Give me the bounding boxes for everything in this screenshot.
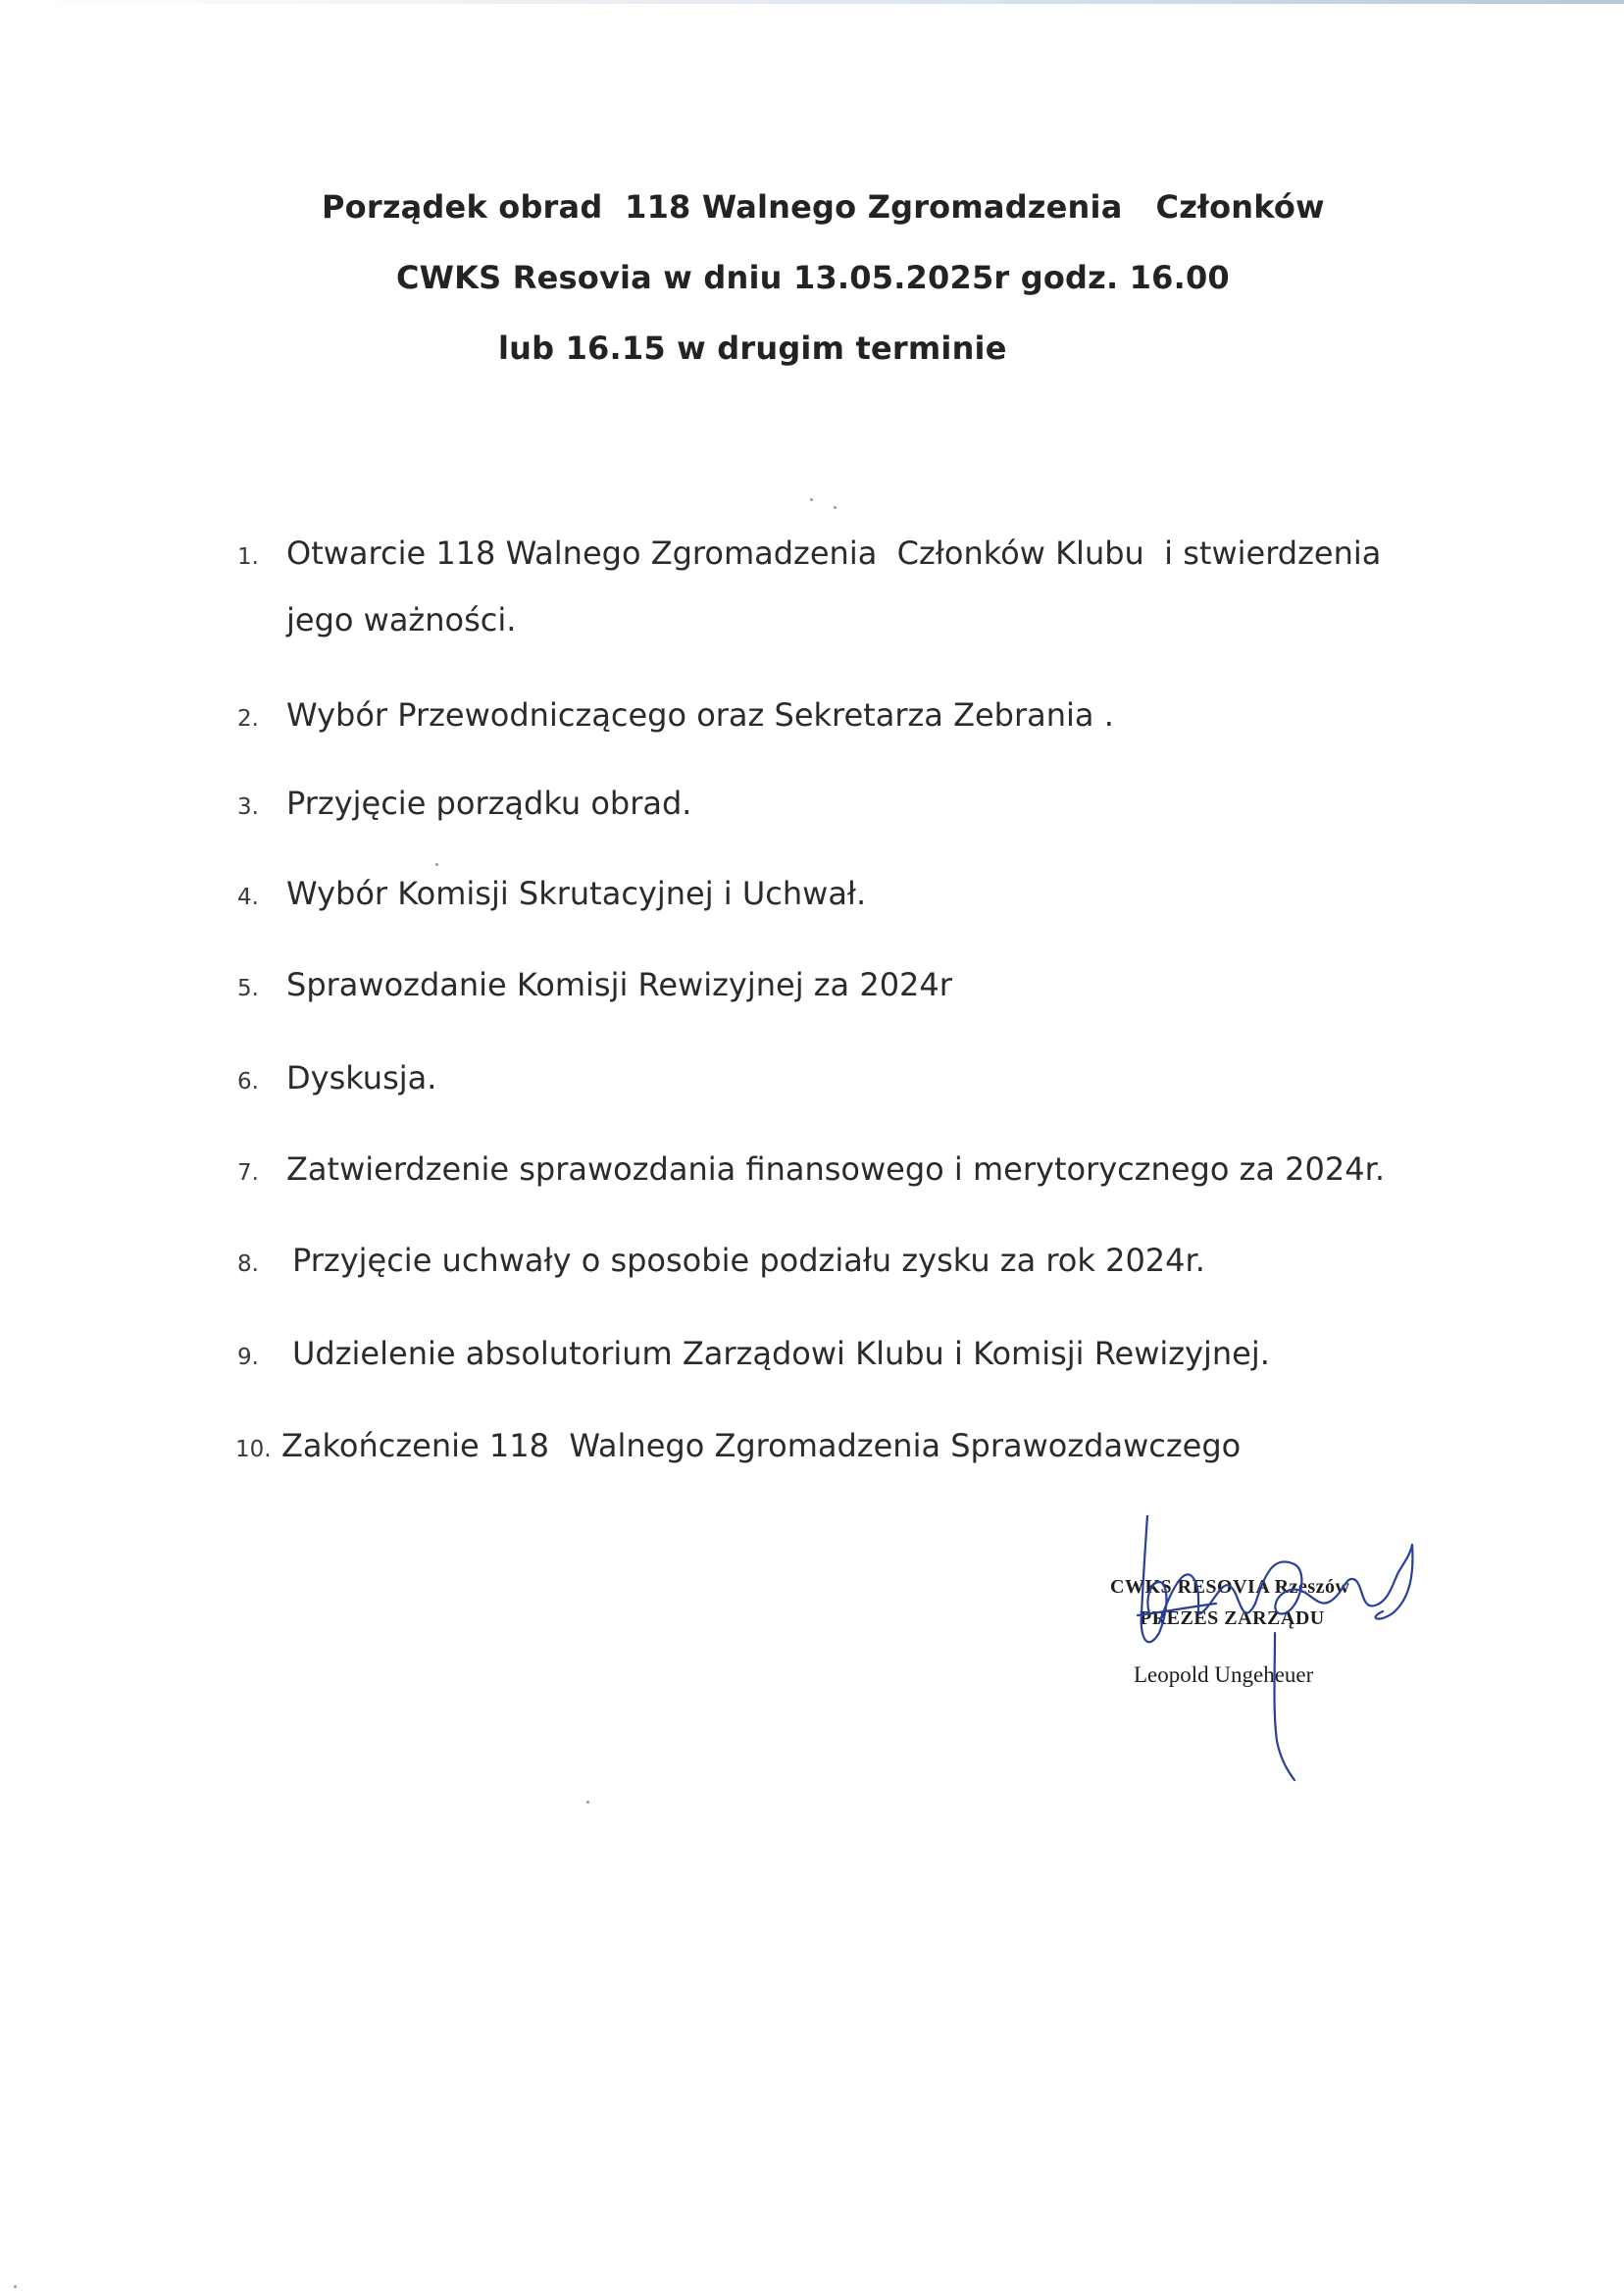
agenda-item-text: Sprawozdanie Komisji Rewizyjnej za 2024r xyxy=(286,966,952,1003)
agenda-item-text: Dyskusja. xyxy=(286,1059,437,1096)
agenda-item-text: Zakończenie 118 Walnego Zgromadzenia Sprawozdawczego xyxy=(281,1427,1242,1464)
stamp-person-name: Leopold Ungeheuer xyxy=(1134,1662,1314,1687)
stamp-organization: CWKS RESOVIA Rzeszów xyxy=(1110,1576,1350,1598)
agenda-item-text: Otwarcie 118 Walnego Zgromadzenia Członków Klubu i stwierdzenia xyxy=(286,535,1382,572)
agenda-item-number: 6. xyxy=(237,1069,259,1095)
signature-stamp xyxy=(1098,1515,1451,1800)
scan-speck xyxy=(586,1801,589,1804)
scan-speck xyxy=(810,498,813,501)
scan-speck xyxy=(435,863,438,866)
scan-speck xyxy=(14,2285,17,2288)
agenda-item-text: Przyjęcie uchwały o sposobie podziału zysku za rok 2024r. xyxy=(292,1242,1205,1279)
agenda-item-number: 4. xyxy=(237,885,259,910)
agenda-item-text: Udzielenie absolutorium Zarządowi Klubu i Komisji Rewizyjnej. xyxy=(292,1335,1270,1372)
handwritten-signature-icon xyxy=(1098,1515,1451,1800)
agenda-item-number: 5. xyxy=(237,976,259,1001)
agenda-item-text: Zatwierdzenie sprawozdania finansowego i merytorycznego za 2024r. xyxy=(286,1150,1385,1188)
agenda-item-number: 3. xyxy=(237,794,259,820)
stamp-role: PREZES ZARZĄDU xyxy=(1140,1607,1325,1629)
title-line-1: Porządek obrad 118 Walnego Zgromadzenia Członków xyxy=(322,188,1325,226)
agenda-item-number: 8. xyxy=(237,1251,259,1277)
title-line-2: CWKS Resovia w dniu 13.05.2025r godz. 16.00 xyxy=(396,259,1230,296)
agenda-item-text: Wybór Komisji Skrutacyjnej i Uchwał. xyxy=(286,875,867,912)
agenda-item-text-continued: jego ważności. xyxy=(286,601,517,638)
title-line-3: lub 16.15 w drugim terminie xyxy=(498,330,1007,367)
scan-edge xyxy=(0,0,1624,4)
agenda-item-number: 1. xyxy=(237,544,259,570)
agenda-item-number: 10. xyxy=(235,1437,272,1462)
agenda-item-number: 7. xyxy=(237,1160,259,1186)
agenda-item-number: 2. xyxy=(237,706,259,732)
agenda-item-text: Przyjęcie porządku obrad. xyxy=(286,785,692,822)
agenda-item-text: Wybór Przewodniczącego oraz Sekretarza Zebrania . xyxy=(286,696,1114,734)
agenda-item-number: 9. xyxy=(237,1345,259,1370)
scan-speck xyxy=(834,506,837,509)
